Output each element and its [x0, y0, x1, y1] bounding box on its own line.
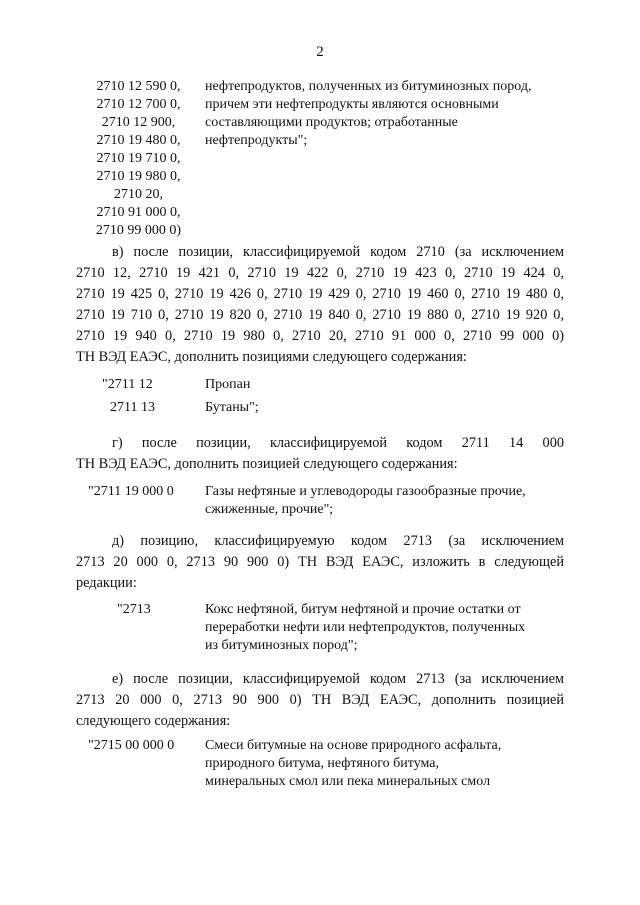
description-line: нефтепродуктов, полученных из битуминозных пород,: [205, 79, 532, 94]
code-item: 2710 20,: [114, 187, 163, 202]
paragraph-line: д) позицию, классифицируемую кодом 2713 (за исключением: [112, 533, 564, 549]
entry-code: "2713: [117, 602, 151, 617]
code-description: [205, 78, 575, 150]
entry-code: "2711 19 000 0: [88, 484, 174, 499]
paragraph-line: е) после позиции, классифицируемой кодом 2713 (за исключением: [112, 671, 564, 687]
paragraph-line: 2713 20 000 0, 2713 90 900 0) ТН ВЭД ЕАЭС, дополнить позицией: [76, 692, 564, 708]
description-line: минеральных смол или пека минеральных смол: [205, 774, 491, 789]
code-item: 2710 19 480 0,: [96, 133, 181, 148]
description-line: причем эти нефтепродукты являются основными: [205, 97, 499, 112]
description-line: природного битума, нефтяного битума,: [205, 756, 439, 771]
paragraph-g: [76, 433, 564, 475]
code-list: [76, 78, 201, 240]
paragraph-line: в) после позиции, классифицируемой кодом 2710 (за исключением: [112, 244, 564, 260]
entry-description: [205, 737, 501, 791]
entry-code: "2715 00 000 0: [88, 738, 175, 753]
code-item: 2710 99 000 0): [95, 223, 182, 238]
code-item: 2710 12 590 0,: [96, 79, 181, 94]
paragraph-line: 2710 19 425 0, 2710 19 426 0, 2710 19 429 0, 2710 19 460 0, 2710 19 480 0,: [76, 286, 564, 302]
description-line: составляющими продуктов; отработанные: [205, 115, 458, 130]
description-line: сжиженные, прочие";: [205, 502, 334, 517]
paragraph-e: [76, 669, 564, 732]
paragraph-d: [76, 531, 564, 594]
page-number: 2: [316, 44, 324, 60]
description-line: нефтепродукты";: [205, 133, 308, 148]
entry-description: [205, 601, 525, 655]
paragraph-line: 2710 19 940 0, 2710 19 980 0, 2710 20, 2710 91 000 0, 2710 99 000 0): [76, 328, 564, 344]
paragraph-line: ТН ВЭД ЕАЭС, дополнить позицией следующего содержания:: [76, 456, 458, 472]
entry-description: Пропан: [205, 377, 251, 392]
code-item: 2710 19 710 0,: [96, 151, 181, 166]
paragraph-line: 2710 19 710 0, 2710 19 820 0, 2710 19 840 0, 2710 19 880 0, 2710 19 920 0,: [76, 307, 564, 323]
entry-code: 2711 13: [110, 400, 155, 415]
paragraph-line: 2710 12, 2710 19 421 0, 2710 19 422 0, 2710 19 423 0, 2710 19 424 0,: [76, 265, 564, 281]
entry-description: [205, 483, 526, 519]
description-line: переработки нефти или нефтепродуктов, полученных: [205, 620, 526, 635]
paragraph-line: редакции:: [76, 575, 137, 591]
description-line: Газы нефтяные и углеводороды газообразные прочие,: [205, 484, 526, 499]
code-item: 2710 19 980 0,: [96, 169, 181, 184]
description-line: Кокс нефтяной, битум нефтяной и прочие остатки от: [205, 602, 521, 617]
paragraph-line: ТН ВЭД ЕАЭС, дополнить позициями следующего содержания:: [76, 349, 467, 365]
paragraph-line: следующего содержания:: [76, 713, 231, 729]
code-item: 2710 91 000 0,: [96, 205, 181, 220]
entry-code: "2711 12: [102, 377, 153, 392]
paragraph-line: 2713 20 000 0, 2713 90 900 0) ТН ВЭД ЕАЭС, изложить в следующей: [76, 554, 564, 570]
code-item: 2710 12 700 0,: [96, 97, 181, 112]
paragraph-line: г) после позиции, классифицируемой кодом 2711 14 000: [112, 435, 564, 451]
entry-description: Бутаны";: [205, 400, 259, 415]
paragraph-v: [76, 242, 564, 368]
code-item: 2710 12 900,: [101, 115, 176, 130]
description-line: из битуминозных пород";: [205, 638, 358, 653]
description-line: Смеси битумные на основе природного асфальта,: [205, 738, 502, 753]
